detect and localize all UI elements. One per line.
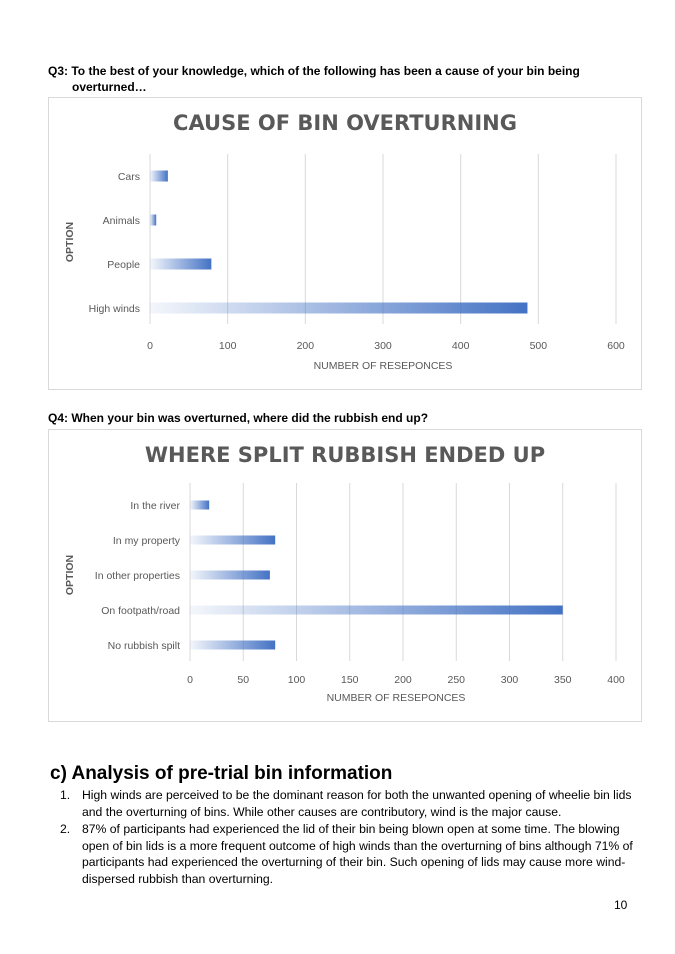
x-tick-label: 500 [529, 340, 548, 352]
analysis-item-number: 1. [60, 788, 71, 802]
chart-where-rubbish-ended [48, 429, 642, 722]
x-tick-label: 200 [394, 674, 412, 686]
x-tick-label: 400 [451, 340, 470, 352]
x-tick-label: 50 [237, 674, 250, 686]
bar [190, 536, 275, 545]
x-tick-label: 100 [218, 340, 237, 352]
x-tick-label: 0 [147, 340, 153, 352]
x-tick-label: 400 [607, 674, 625, 686]
bar [150, 259, 211, 270]
bar [190, 606, 563, 615]
x-tick-label: 250 [447, 674, 466, 686]
category-label: In other properties [94, 570, 180, 582]
bar [150, 215, 156, 226]
x-axis-label: NUMBER OF RESEPONCES [313, 360, 453, 372]
category-label: High winds [88, 303, 140, 315]
x-tick-label: 100 [287, 674, 306, 686]
x-tick-label: 300 [374, 340, 392, 352]
x-tick-label: 350 [553, 674, 572, 686]
category-label: In the river [130, 500, 180, 512]
chart-where-rubbish-ended-svg [49, 430, 641, 721]
category-label: Cars [117, 171, 140, 183]
bar [190, 571, 270, 580]
question-3-line-1: Q3: To the best of your knowledge, which of the following has been a cause of your bin being [48, 64, 580, 78]
analysis-item-number: 2. [60, 822, 71, 836]
analysis-item [52, 787, 642, 820]
category-label: On footpath/road [101, 605, 180, 617]
chart-title: WHERE SPLIT RUBBISH ENDED UP [144, 443, 546, 467]
analysis-list [52, 787, 642, 888]
question-4 [48, 410, 428, 426]
bar [190, 501, 209, 510]
category-label: In my property [112, 535, 180, 547]
x-tick-label: 0 [187, 674, 193, 686]
analysis-item-text: 87% of participants had experienced the lid of their bin being blown open at some time. The blowing open of bin lids is a more frequent outcome of high winds than the overturning of bins although 71% of participants had experienced the overturning of their bin. Such opening of lids may cause more wind-dispersed rubbish than overturning. [82, 822, 633, 886]
category-label: People [107, 259, 140, 271]
question-3 [48, 63, 580, 95]
question-4-line-1: Q4: When your bin was overturned, where did the rubbish end up? [48, 411, 429, 425]
y-axis-label: OPTION [64, 554, 76, 596]
bar [150, 303, 527, 314]
x-tick-label: 600 [607, 340, 625, 352]
bar [190, 641, 275, 650]
analysis-heading: c) Analysis of pre-trial bin information [50, 763, 393, 784]
chart-cause-of-overturning [48, 97, 642, 390]
bar [150, 171, 168, 182]
x-tick-label: 200 [296, 340, 315, 352]
category-label: Animals [102, 215, 140, 227]
category-label: No rubbish spilt [107, 640, 180, 652]
y-axis-label: OPTION [64, 221, 76, 263]
page-number: 10 [614, 898, 628, 912]
analysis-item [52, 821, 642, 887]
chart-cause-of-overturning-svg [49, 98, 641, 389]
chart-title: CAUSE OF BIN OVERTURNING [173, 111, 517, 135]
analysis-item-text: High winds are perceived to be the dominant reason for both the unwanted opening of wheelie bin lids and the overturning of bins. While other causes are contributory, wind is the major cause. [82, 788, 632, 819]
x-tick-label: 300 [500, 674, 519, 686]
x-tick-label: 150 [340, 674, 359, 686]
question-3-line-2: overturned… [72, 80, 147, 94]
x-axis-label: NUMBER OF RESEPONCES [326, 692, 466, 704]
